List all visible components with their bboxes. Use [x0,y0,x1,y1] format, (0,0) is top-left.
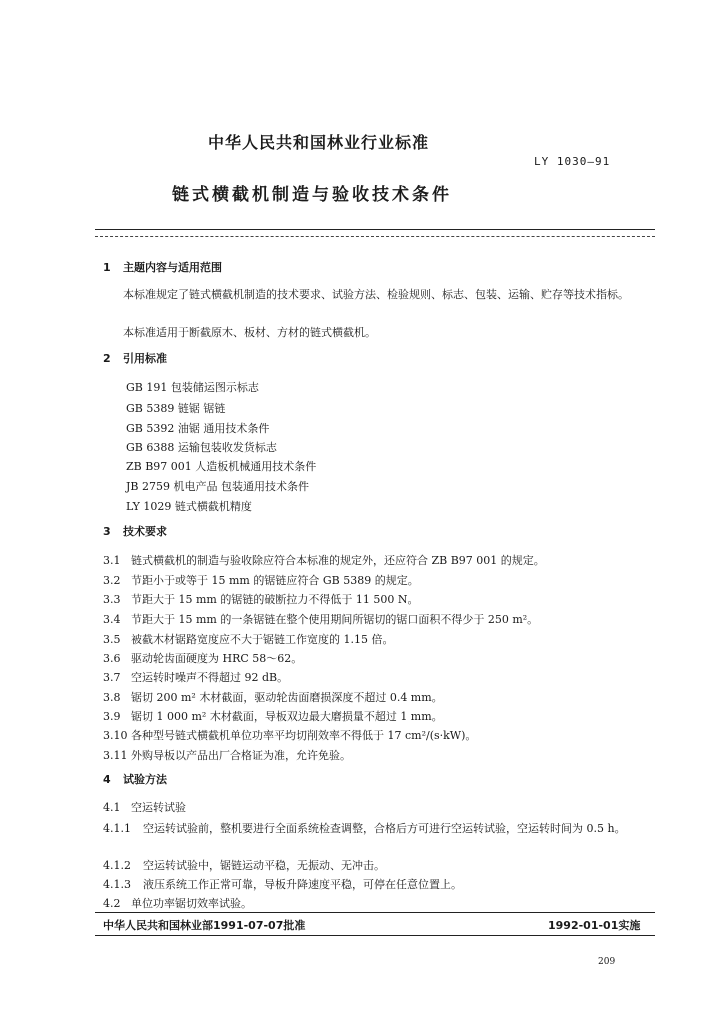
clause-number: 3.8 [103,691,121,704]
clause-number: 4.1 [103,801,121,814]
section-title: 试验方法 [123,773,167,786]
clause-text: 锯切 1 000 m² 木材截面，导板双边最大磨损量不超过 1 mm。 [131,710,443,723]
clause-number: 4.1.3 [103,878,131,891]
clause-number: 4.1.2 [103,859,131,872]
section-number: 3 [103,525,111,538]
clause-text: 节距大于 15 mm 的锯链的破断拉力不得低于 11 500 N。 [131,593,419,606]
clause-text: 空运转试验中，锯链运动平稳，无振动、无冲击。 [143,859,385,872]
clause-text: 各种型号链式横截机单位功率平均切削效率不得低于 17 cm²/(s·kW)。 [131,729,477,742]
section-2-heading [103,350,167,366]
clause-text: 空运转试验前，整机要进行全面系统检查调整，合格后方可进行空运转试验，空运转时间为 0.5 h。 [143,822,626,835]
section-title: 引用标准 [123,352,167,365]
footer-rule-top [95,912,655,913]
clause-item [103,650,302,666]
section-4-heading [103,771,167,787]
reference-item: GB 5392 油锯 通用技术条件 [126,422,270,435]
approval-statement: 中华人民共和国林业部1991-07-07批准 [103,919,306,932]
clause-text: 节距大于 15 mm 的一条锯链在整个使用期间所锯切的锯口面积不得少于 250 m²。 [131,613,539,626]
clause-item [103,819,658,838]
clause-text: 节距小于或等于 15 mm 的锯链应符合 GB 5389 的规定。 [131,574,419,587]
effective-date: 1992-01-01实施 [548,919,641,932]
reference-item: ZB B97 001 人造板机械通用技术条件 [126,460,317,473]
clause-number: 3.10 [103,729,128,742]
standard-code: LY 1030—91 [534,155,611,168]
clause-item [103,857,385,873]
clause-item [103,669,288,685]
reference-item: GB 191 包装储运图示标志 [126,381,259,394]
clause-item [103,708,443,724]
clause-text: 液压系统工作正常可靠，导板升降速度平稳，可停在任意位置上。 [143,878,462,891]
clause-item [103,689,443,705]
clause-number: 4.2 [103,897,121,910]
section-number: 2 [103,352,111,365]
clause-item [103,727,476,743]
title-rule-top [95,229,655,230]
section-1-heading [103,259,222,275]
clause-item [103,747,351,763]
clause-number: 4.1.1 [103,822,131,835]
clause-number: 3.5 [103,633,121,646]
clause-item [103,631,393,647]
clause-text: 单位功率锯切效率试验。 [131,897,252,910]
page-number: 209 [598,957,616,967]
section-title: 技术要求 [123,525,167,538]
clause-number: 3.3 [103,593,121,606]
clause-number: 3.4 [103,613,121,626]
section-1-paragraph-1: 本标准规定了链式横截机制造的技术要求、试验方法、检验规则、标志、包装、运输、贮存等技术指标。 [123,288,629,301]
org-title: 中华人民共和国林业行业标准 [208,133,430,152]
document-title: 链式横截机制造与验收技术条件 [172,185,452,205]
clause-text: 锯切 200 m² 木材截面，驱动轮齿面磨损深度不超过 0.4 mm。 [131,691,443,704]
clause-number: 3.7 [103,671,121,684]
clause-text: 空运转试验 [131,801,186,814]
clause-item [103,895,252,911]
title-rule-bottom [95,236,655,237]
section-1-paragraph-2: 本标准适用于断截原木、板材、方材的链式横截机。 [123,326,376,339]
clause-text: 外购导板以产品出厂合格证为准，允许免验。 [131,749,351,762]
clause-number: 3.1 [103,554,121,567]
clause-item [103,591,418,607]
clause-number: 3.9 [103,710,121,723]
reference-item: JB 2759 机电产品 包装通用技术条件 [126,480,309,493]
clause-item [103,611,538,627]
clause-text: 链式横截机的制造与验收除应符合本标准的规定外，还应符合 ZB B97 001 的规定。 [131,554,545,567]
clause-number: 3.6 [103,652,121,665]
clause-item [103,572,419,588]
footer-rule-bottom [95,935,655,936]
clause-text: 空运转时噪声不得超过 92 dB。 [131,671,289,684]
section-number: 4 [103,773,111,786]
section-number: 1 [103,261,111,274]
clause-item [103,876,462,892]
clause-number: 3.11 [103,749,128,762]
clause-number: 3.2 [103,574,121,587]
reference-item: LY 1029 链式横截机精度 [126,500,252,513]
section-3-heading [103,523,167,539]
clause-item [103,552,545,568]
clause-item [103,799,186,815]
clause-text: 被截木材锯路宽度应不大于锯链工作宽度的 1.15 倍。 [131,633,394,646]
section-title: 主题内容与适用范围 [123,261,222,274]
reference-item: GB 5389 链锯 锯链 [126,402,226,415]
clause-text: 驱动轮齿面硬度为 HRC 58～62。 [131,652,303,665]
reference-item: GB 6388 运输包装收发货标志 [126,441,277,454]
